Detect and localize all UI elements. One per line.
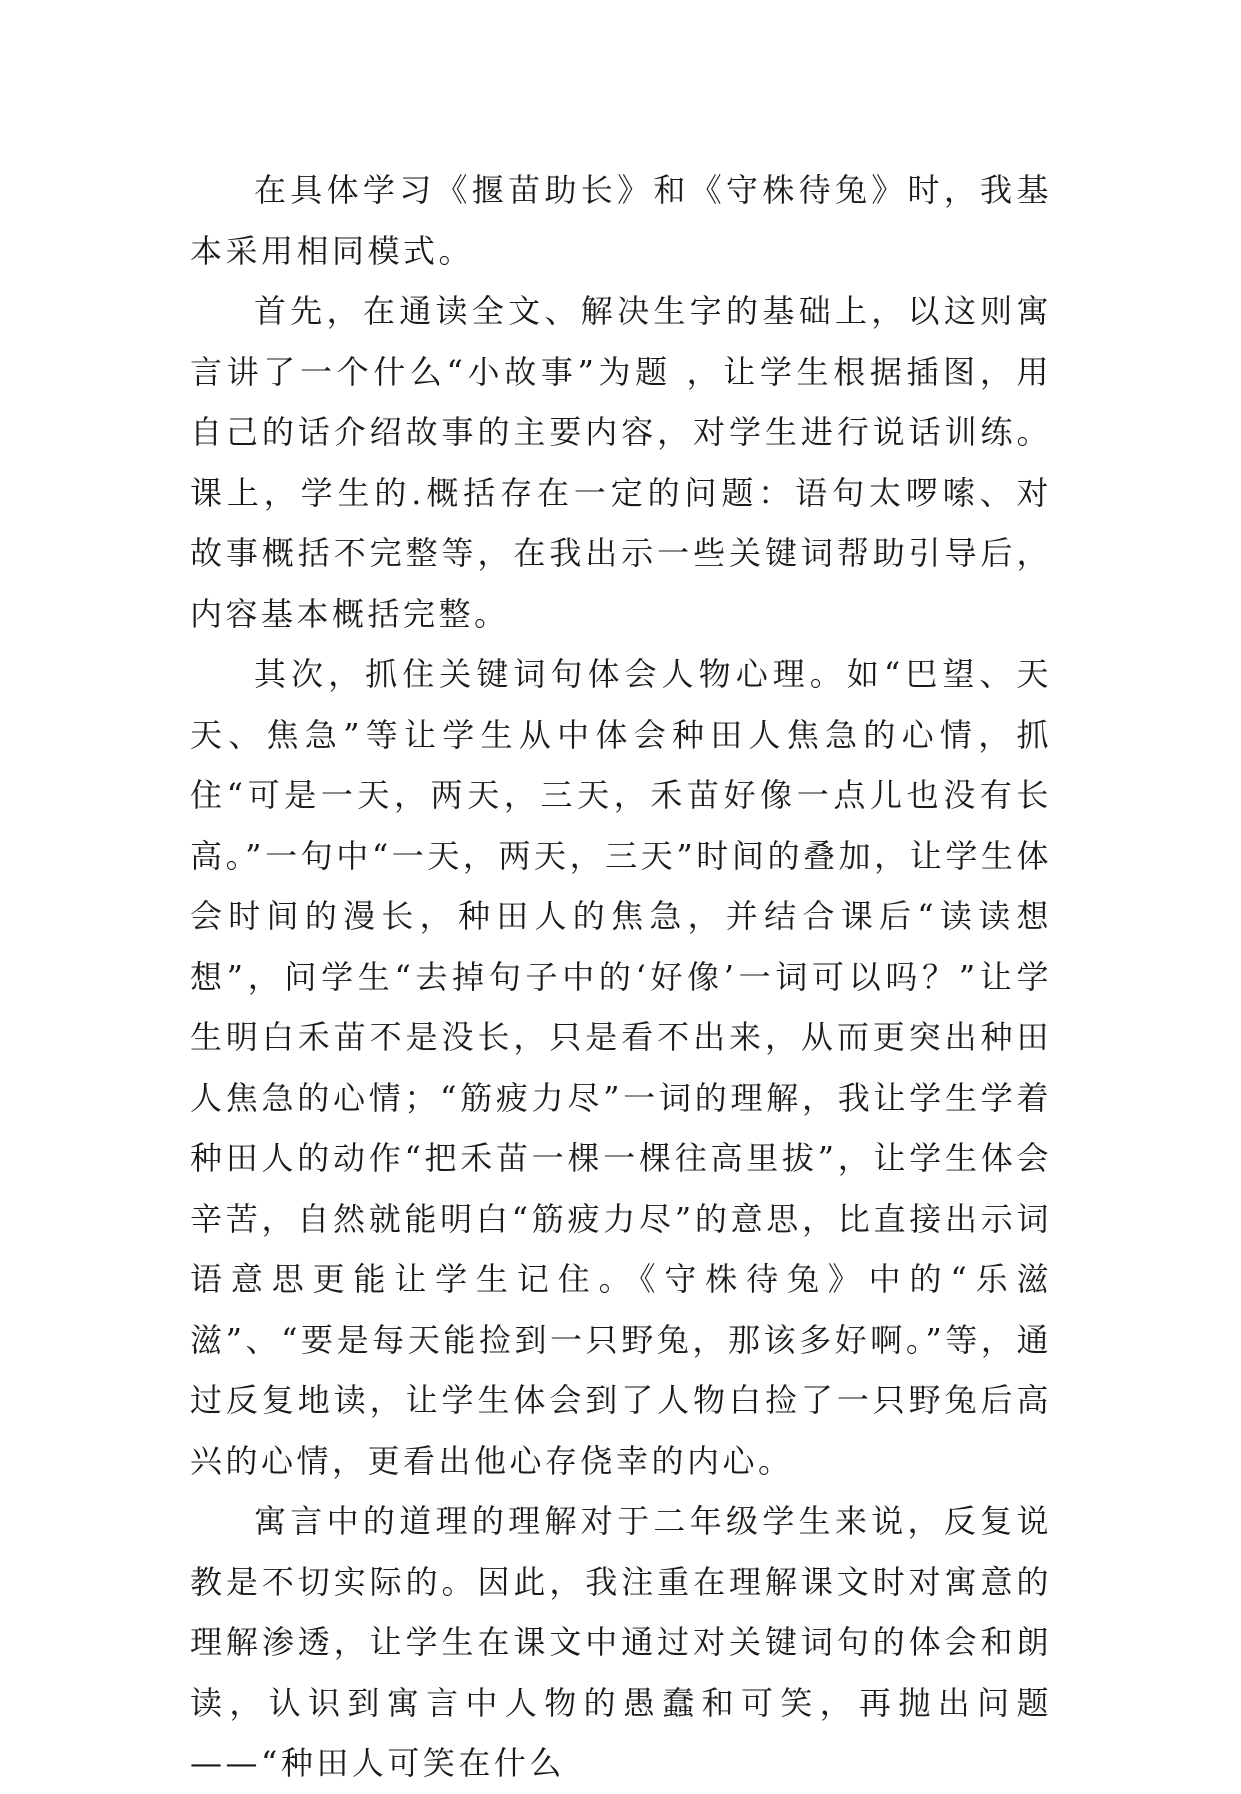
- document-body: [190, 160, 1052, 1794]
- paragraph: 首先，在通读全文、解决生字的基础上，以这则寓言讲了一个什么“小故事”为题 ，让学生根据插图，用自己的话介绍故事的主要内容，对学生进行说话训练。课上，学生的.概括存在一定的问题：语句太啰嗦、对故事概括不完整等，在我出示一些关键词帮助引导后，内容基本概括完整。: [190, 292, 1052, 633]
- paragraph: 在具体学习《揠苗助长》和《守株待兔》时，我基本采用相同模式。: [190, 171, 1052, 270]
- paragraph: 寓言中的道理的理解对于二年级学生来说，反复说教是不切实际的。因此，我注重在理解课文时对寓意的理解渗透，让学生在课文中通过对关键词句的体会和朗读，认识到寓言中人物的愚蠢和可笑，再抛出问题——“种田人可笑在什么: [190, 1502, 1052, 1782]
- paragraph: 其次，抓住关键词句体会人物心理。如“巴望、天天、焦急”等让学生从中体会种田人焦急的心情，抓住“可是一天，两天，三天，禾苗好像一点儿也没有长高。”一句中“一天，两天，三天”时间的叠加，让学生体会时间的漫长，种田人的焦急，并结合课后“读读想想”，问学生“去掉句子中的‘好像’一词可以吗？”让学生明白禾苗不是没长，只是看不出来，从而更突出种田人焦急的心情；“筋疲力尽”一词的理解，我让学生学着种田人的动作“把禾苗一棵一棵往高里拔”，让学生体会辛苦，自然就能明白“筋疲力尽”的意思，比直接出示词语意思更能让学生记住。《守株待兔》中的“乐滋滋”、“要是每天能捡到一只野兔，那该多好啊。”等，通过反复地读，让学生体会到了人物白捡了一只野兔后高兴的心情，更看出他心存侥幸的内心。: [190, 655, 1052, 1480]
